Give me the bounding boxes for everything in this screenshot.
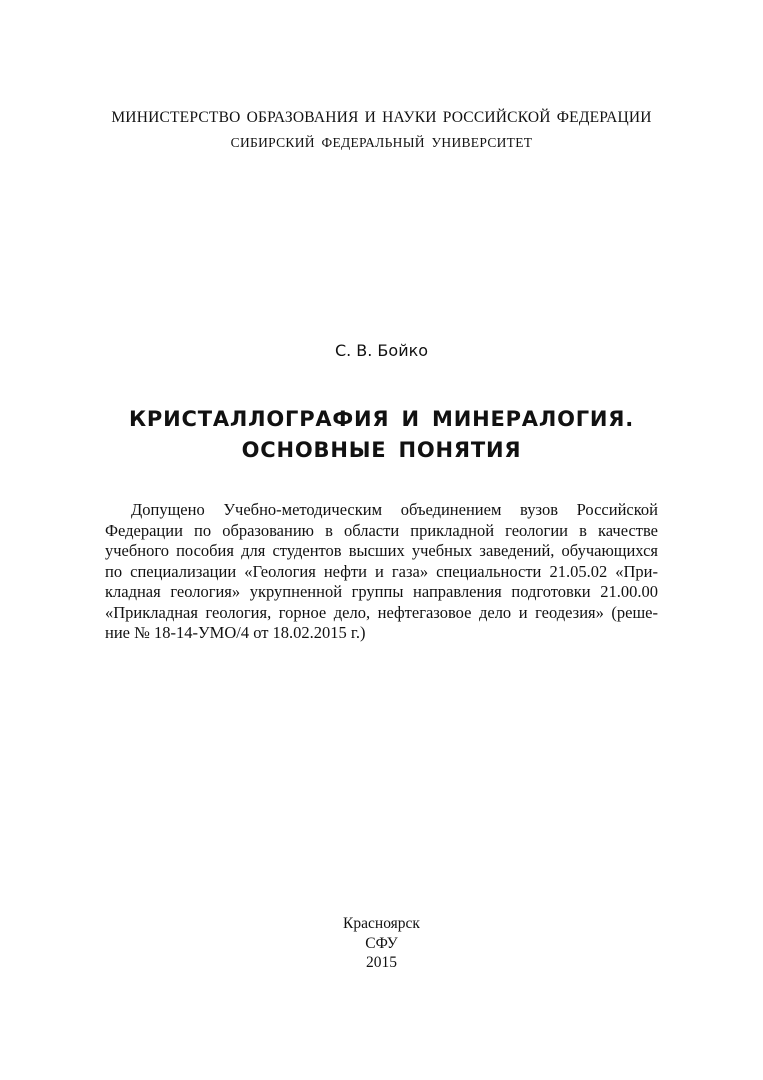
approval-line: кладная геология» укрупненной группы направления подготовки 21.00.00 (105, 582, 658, 601)
approval-line: по специализации «Геология нефти и газа» специальности 21.05.02 «При- (105, 561, 658, 581)
approval-line: учебного пособия для студентов высших учебных заведений, обучающихся (105, 541, 658, 560)
imprint-year: 2015 (366, 954, 397, 971)
university-name: СИБИРСКИЙ ФЕДЕРАЛЬНЫЙ УНИВЕРСИТЕТ (230, 135, 533, 150)
approval-line: Федерации по образованию в области прикладной геологии в качестве (105, 520, 658, 540)
approval-statement (105, 500, 658, 644)
book-title (60, 404, 703, 466)
imprint-publisher: СФУ (365, 934, 398, 952)
imprint-city: Красноярск (343, 915, 420, 932)
book-title-line-1: КРИСТАЛЛОГРАФИЯ И МИНЕРАЛОГИЯ. (128, 407, 635, 431)
book-title-line-2: ОСНОВНЫЕ ПОНЯТИЯ (241, 438, 522, 462)
ministry-name: МИНИСТЕРСТВО ОБРАЗОВАНИЯ И НАУКИ РОССИЙСКОЙ ФЕДЕРАЦИИ (111, 109, 652, 126)
author-name: С. В. Бойко (334, 341, 429, 360)
approval-line: «Прикладная геология, горное дело, нефтегазовое дело и геодезия» (реше- (105, 602, 658, 622)
approval-line: ние № 18-14-УМО/4 от 18.02.2015 г.) (105, 623, 366, 642)
imprint (0, 914, 763, 973)
approval-line: Допущено Учебно-методическим объединением вузов Российской (131, 500, 658, 519)
